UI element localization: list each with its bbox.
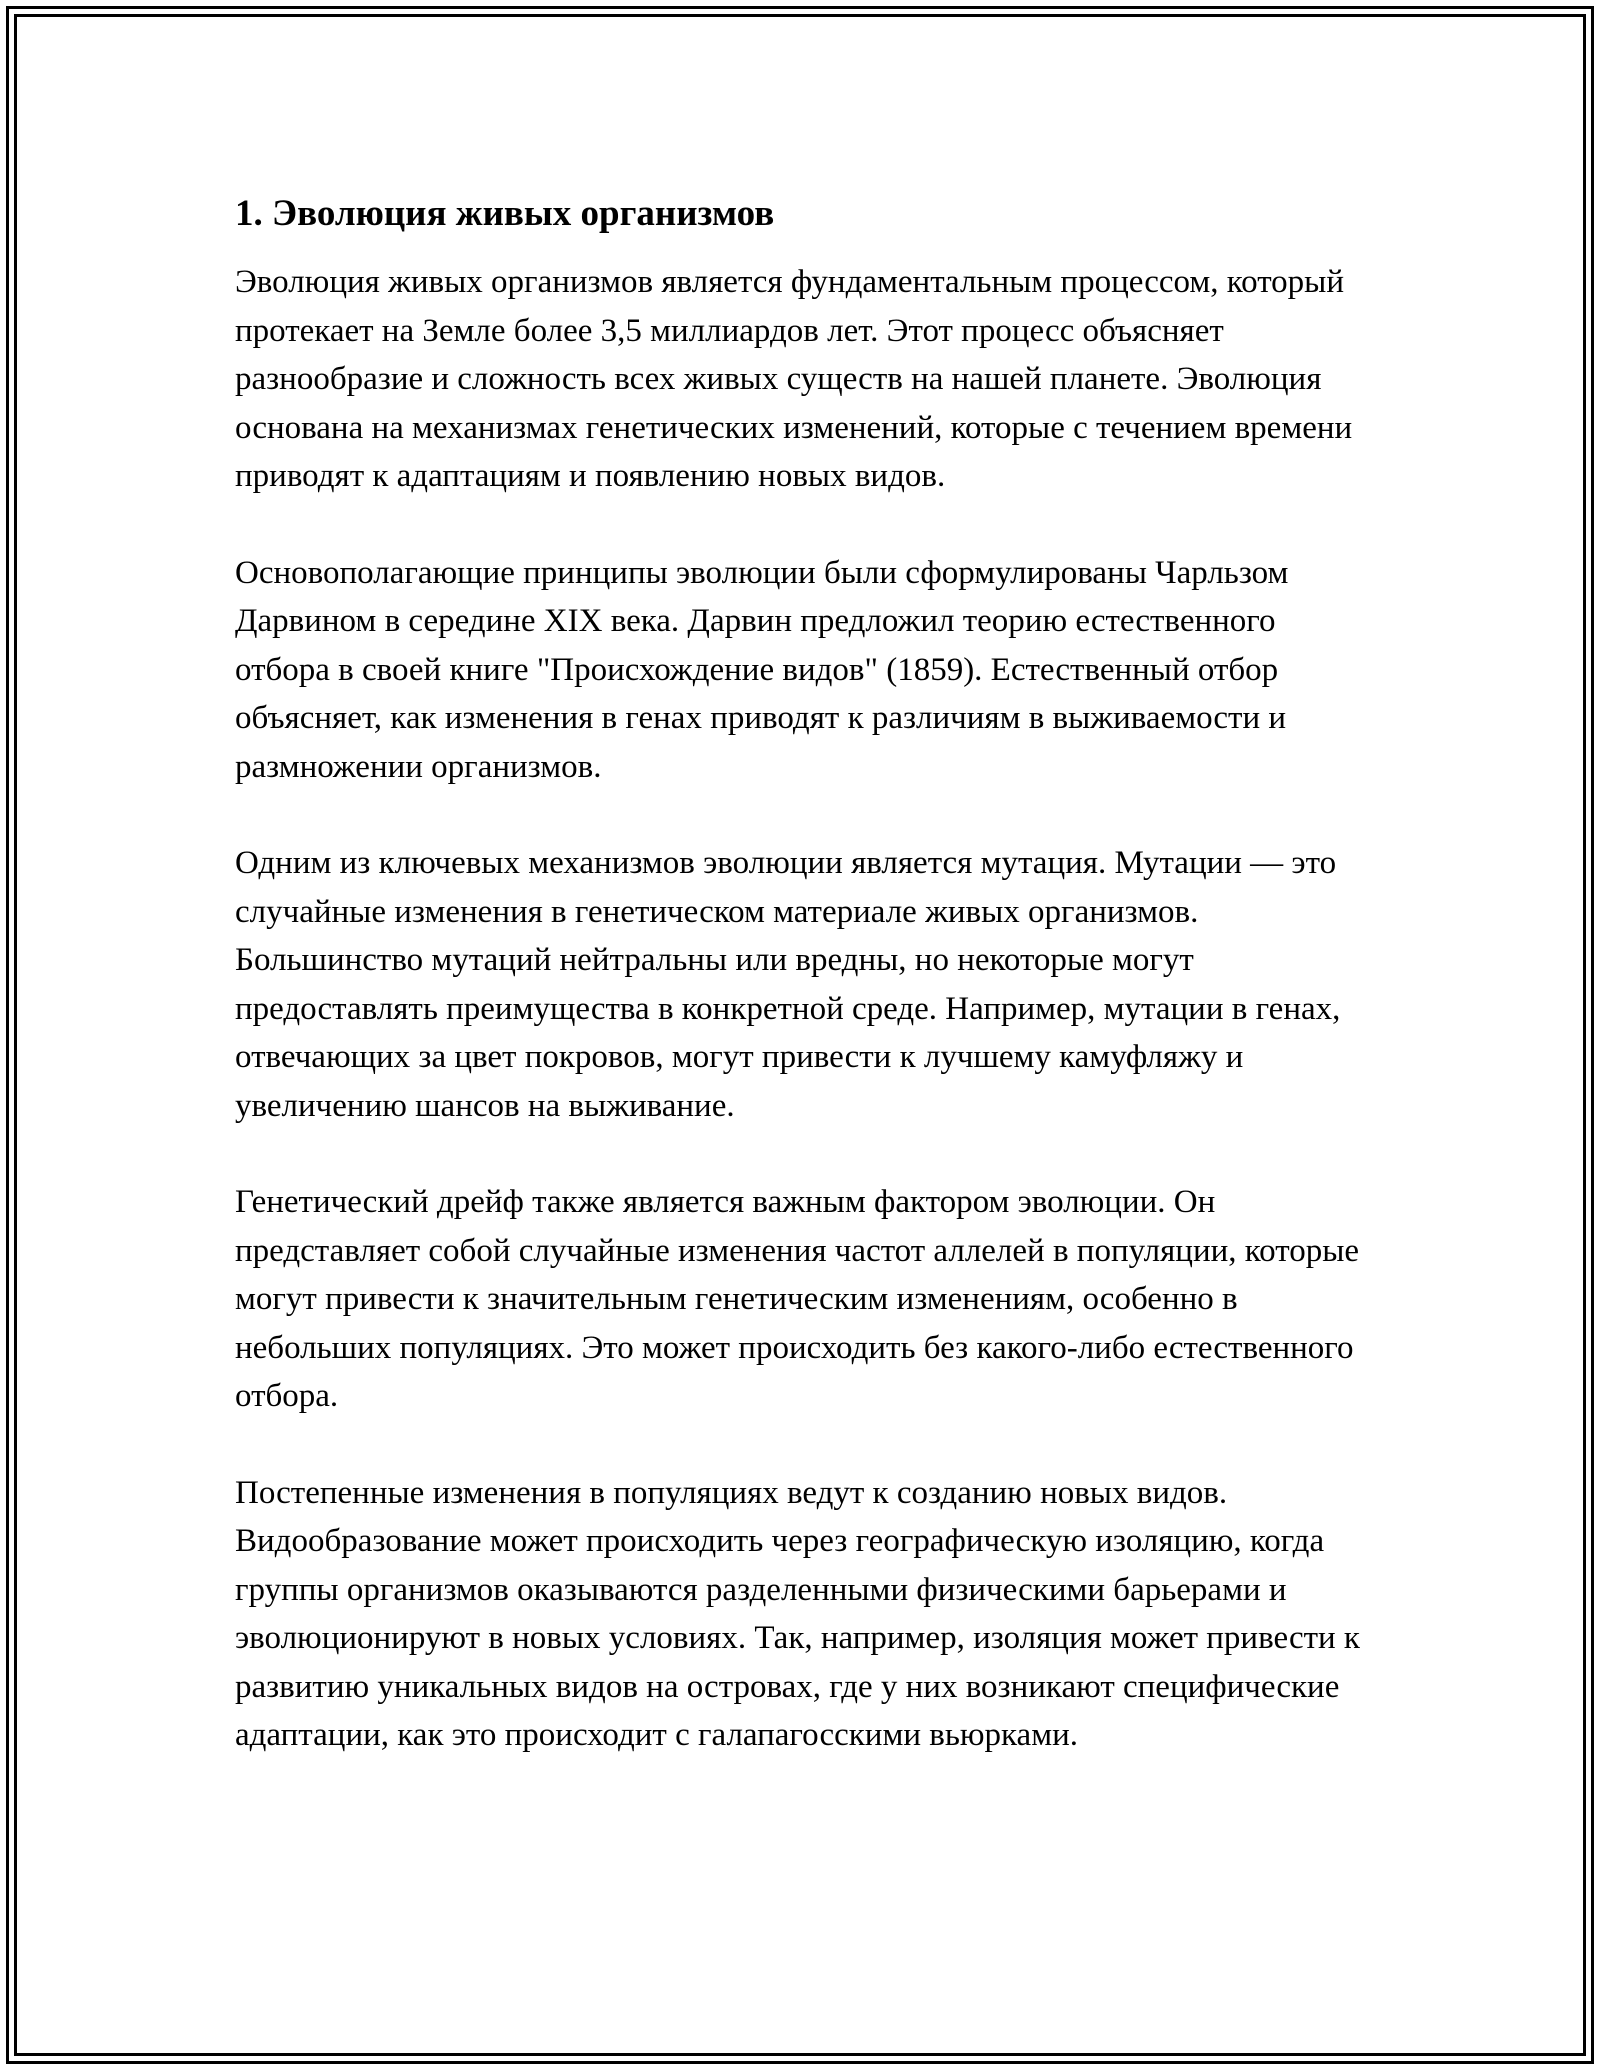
paragraph-4: Генетический дрейф также является важным фактором эволюции. Он представляет собой случайные изменения частот аллелей в популяции, которые могут привести к значительным генетическим изменениям, особенно в небольших популяциях. Это может происходить без какого-либо естественного отбора. bbox=[235, 1184, 1360, 1414]
section-heading: 1. Эволюция живых организмов bbox=[235, 193, 775, 234]
paragraph-list bbox=[235, 258, 1370, 1760]
paragraph-2: Основополагающие принципы эволюции были сформулированы Чарльзом Дарвином в середине XIX века. Дарвин предложил теорию естественного отбора в своей книге "Происхождение видов" (1859). Естественный отбор объясняет, как изменения в генах приводят к различиям в выживаемости и размножении организмов. bbox=[235, 554, 1289, 785]
paragraph-5: Постепенные изменения в популяциях ведут к созданию новых видов. Видообразование может происходить через географическую изоляцию, когда группы организмов оказываются разделенными физическими барьерами и эволюционируют в новых условиях. Так, например, изоляция может привести к развитию уникальных видов на островах, где у них возникают специфические адаптации, как это происходит с галапагосскими вьюрками. bbox=[235, 1474, 1360, 1753]
paragraph-3: Одним из ключевых механизмов эволюции является мутация. Мутации — это случайные изменения в генетическом материале живых организмов. Большинство мутаций нейтральны или вредны, но некоторые могут предоставлять преимущества в конкретной среде. Например, мутации в генах, отвечающих за цвет покровов, могут привести к лучшему камуфляжу и увеличению шансов на выживание. bbox=[235, 845, 1341, 1124]
document-body bbox=[235, 188, 1370, 1760]
paragraph-1: Эволюция живых организмов является фундаментальным процессом, который протекает на Земле более 3,5 миллиардов лет. Этот процесс объясняет разнообразие и сложность всех живых существ на нашей планете. Эволюция основана на механизмах генетических изменений, которые с течением времени приводят к адаптациям и появлению новых видов. bbox=[235, 264, 1353, 494]
